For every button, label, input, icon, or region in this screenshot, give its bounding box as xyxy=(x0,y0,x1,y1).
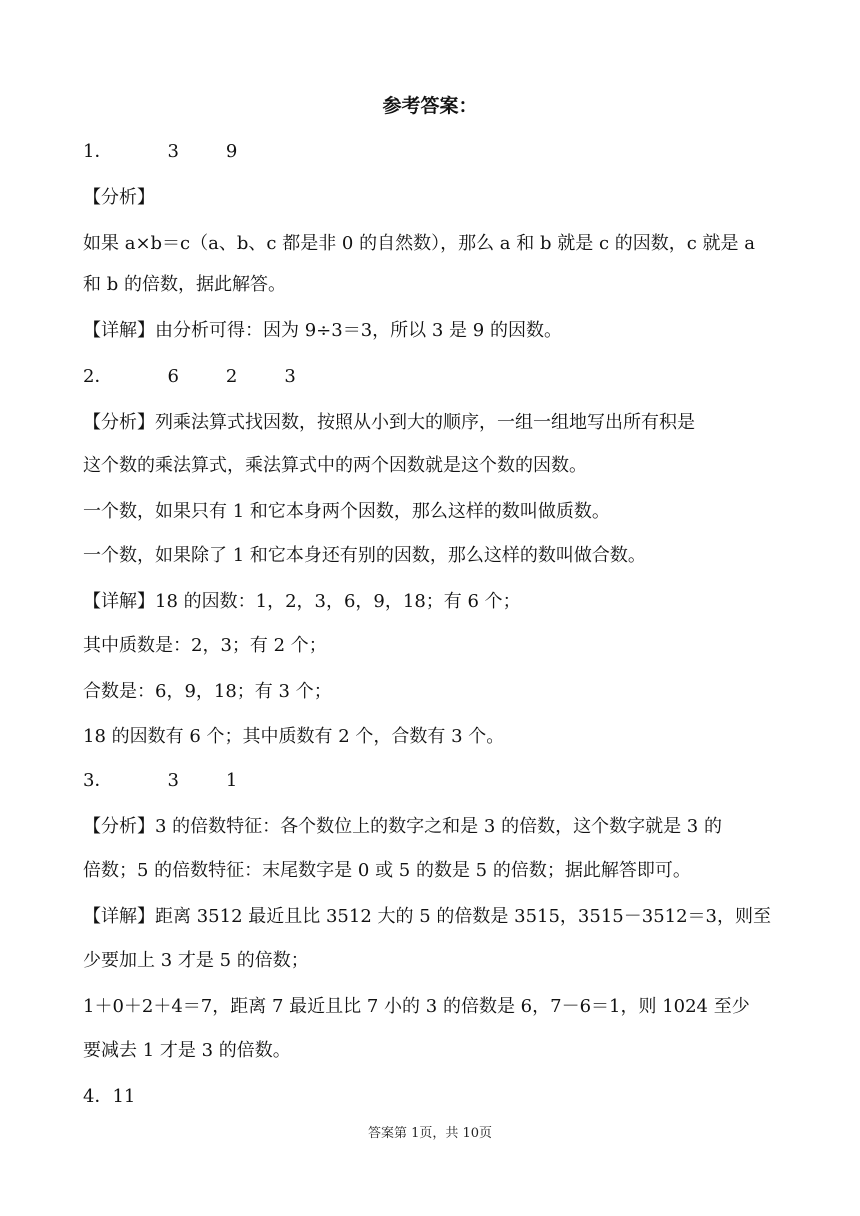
q2-analysis-line-2: 这个数的乘法算式，乘法算式中的两个因数就是这个数的因数。 xyxy=(83,455,587,476)
q2-analysis-line-4: 一个数，如果除了 1 和它本身还有别的因数，那么这样的数叫做合数。 xyxy=(83,545,646,566)
q2-detail-line-4: 18 的因数有 6 个；其中质数有 2 个，合数有 3 个。 xyxy=(83,726,505,747)
q2-detail-text: 18 的因数：1，2，3，6，9，18；有 6 个； xyxy=(155,591,521,612)
q3-detail-tag: 【详解】 xyxy=(83,906,155,927)
q4-answer-line xyxy=(83,1082,783,1112)
q3-detail-line-2: 少要加上 3 才是 5 的倍数； xyxy=(83,950,309,971)
q1-analysis-heading xyxy=(83,183,783,213)
page-footer: 答案第 1页，共 10页 xyxy=(367,1126,493,1141)
q1-analysis-line-2: 和 b 的倍数，据此解答。 xyxy=(83,274,286,295)
q1-answer-1: 3 xyxy=(167,141,179,162)
q2-analysis-line-3: 一个数，如果只有 1 和它本身两个因数，那么这样的数叫做质数。 xyxy=(83,501,610,522)
q2-answer-3: 3 xyxy=(284,366,296,387)
q3-answer-2: 1 xyxy=(225,770,238,791)
q3-detail-line-3: 1＋0＋2＋4＝7，距离 7 最近且比 7 小的 3 的倍数是 6，7－6＝1，则 1024 至少 xyxy=(83,996,750,1017)
q3-number: 3． xyxy=(83,770,113,791)
q1-answer-2: 9 xyxy=(225,141,238,162)
q4-answer-1: 11 xyxy=(112,1086,136,1107)
q1-detail-text: 由分析可得：因为 9÷3＝3，所以 3 是 9 的因数。 xyxy=(155,320,562,341)
q2-answer-line xyxy=(83,362,783,392)
q2-detail-line-2: 其中质数是：2，3；有 2 个； xyxy=(83,635,327,656)
q3-answer-1: 3 xyxy=(167,770,179,791)
q2-detail-tag: 【详解】 xyxy=(83,591,155,612)
q2-analysis-text: 列乘法算式找因数，按照从小到大的顺序，一组一组地写出所有积是 xyxy=(155,412,695,433)
q2-detail-line-3: 合数是：6，9，18；有 3 个； xyxy=(83,681,332,702)
page-title: 参考答案： xyxy=(382,95,478,117)
q3-analysis-line-1 xyxy=(83,812,783,842)
q3-analysis-text: 3 的倍数特征：各个数位上的数字之和是 3 的倍数，这个数字就是 3 的 xyxy=(155,816,722,837)
q1-analysis-tag: 【分析】 xyxy=(83,187,155,208)
q1-number: 1． xyxy=(83,141,113,162)
q2-number: 2． xyxy=(83,366,113,387)
q2-answer-2: 2 xyxy=(225,366,238,387)
q2-analysis-tag: 【分析】 xyxy=(83,412,155,433)
q1-detail-line-1 xyxy=(83,316,783,346)
q3-detail-line-4: 要减去 1 才是 3 的倍数。 xyxy=(83,1040,291,1061)
q2-analysis-line-1 xyxy=(83,408,783,438)
q3-detail-text: 距离 3512 最近且比 3512 大的 5 的倍数是 3515，3515－3512＝3，则至 xyxy=(155,906,771,927)
q3-detail-line-1 xyxy=(83,902,783,932)
q1-detail-tag: 【详解】 xyxy=(83,320,155,341)
q3-answer-line xyxy=(83,766,783,796)
q3-analysis-tag: 【分析】 xyxy=(83,816,155,837)
q1-answer-line xyxy=(83,137,783,167)
q1-analysis-line-1: 如果 a×b＝c（a、b、c 都是非 0 的自然数），那么 a 和 b 就是 c 的因数，c 就是 a xyxy=(83,233,756,254)
q2-answer-1: 6 xyxy=(167,366,179,387)
q3-analysis-line-2: 倍数；5 的倍数特征：末尾数字是 0 或 5 的数是 5 的倍数；据此解答即可。 xyxy=(83,860,691,881)
q4-number: 4． xyxy=(83,1086,113,1107)
q2-detail-line-1 xyxy=(83,587,783,617)
